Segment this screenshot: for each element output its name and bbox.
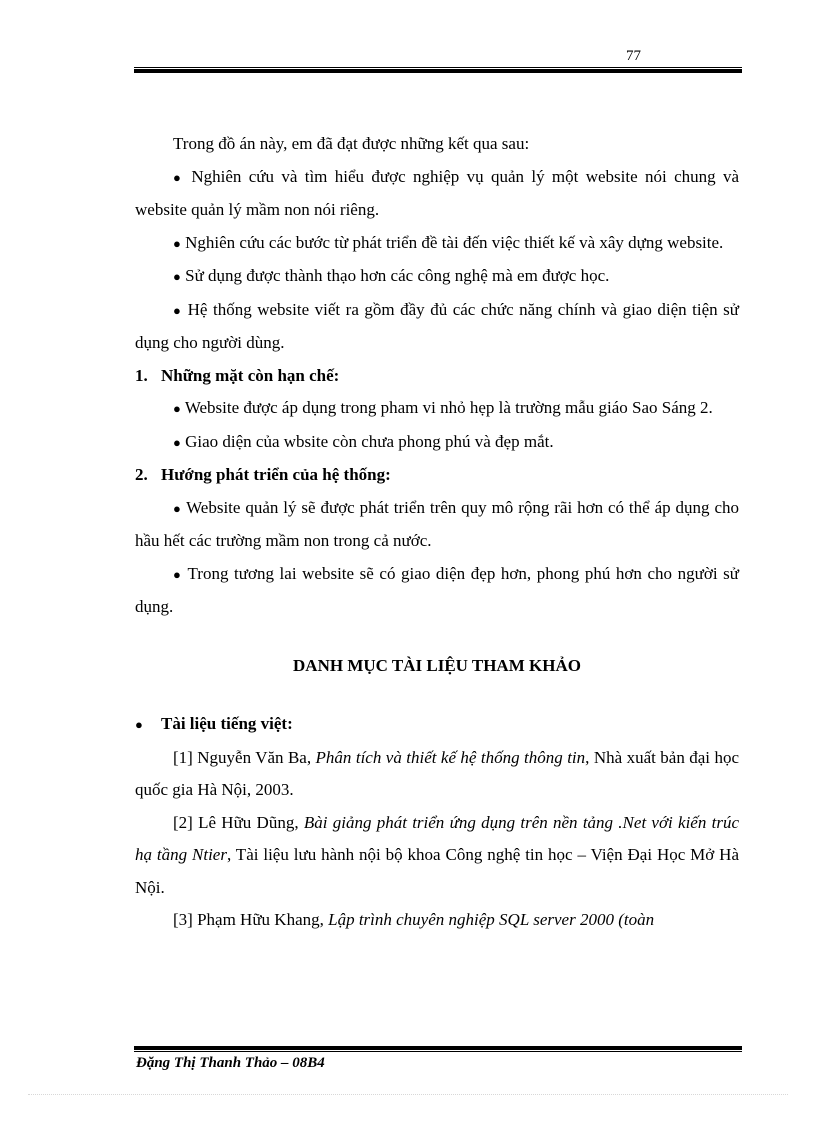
reference-title: Phân tích và thiết kế hệ thống thông tin bbox=[315, 747, 586, 767]
reference-author: Phạm Hữu Khang, bbox=[197, 910, 324, 929]
reference-rest: , Tài liệu lưu hành nội bộ khoa Công nghệ tin học – Viện Đại Học Mở Hà Nội. bbox=[135, 845, 739, 897]
bullet-icon: ● bbox=[173, 169, 184, 185]
document-body bbox=[135, 128, 739, 937]
reference-author: Nguyễn Văn Ba, bbox=[197, 747, 312, 767]
reference-author: Lê Hữu Dũng, bbox=[198, 812, 299, 832]
limitation-item bbox=[135, 392, 739, 426]
section-number: 2. bbox=[135, 465, 148, 484]
section-title: Hướng phát triển của hệ thống: bbox=[161, 465, 391, 484]
references-title: DANH MỤC TÀI LIỆU THAM KHẢO bbox=[293, 655, 581, 675]
bullet-icon: ● bbox=[173, 500, 182, 516]
bullet-icon: ● bbox=[173, 235, 181, 251]
limitation-text: Giao diện của wbsite còn chưa phong phú và đẹp mắt. bbox=[185, 431, 554, 451]
achievement-item bbox=[135, 227, 739, 261]
intro-paragraph: Trong đồ án này, em đã đạt được những kết qua sau: bbox=[173, 134, 530, 153]
reference-rest: , Nhà xuất bản đại học quốc gia Hà Nội, 2003. bbox=[135, 747, 740, 799]
bullet-icon: ● bbox=[173, 401, 181, 416]
achievement-text: Sử dụng được thành thạo hơn các công nghệ mà em được học. bbox=[185, 266, 610, 285]
limitation-item bbox=[135, 426, 739, 460]
achievement-text: Hệ thống website viết ra gồm đầy đủ các chức năng chính và giao diện tiện sử dụng cho người dùng. bbox=[135, 299, 739, 352]
reference-item bbox=[135, 742, 739, 807]
achievement-text: Nghiên cứu các bước từ phát triển đề tài đến việc thiết kế và xây dựng website. bbox=[185, 232, 724, 252]
reference-id: [1] bbox=[173, 747, 193, 767]
reference-id: [2] bbox=[173, 812, 193, 832]
section-title: Những mặt còn hạn chế: bbox=[161, 365, 340, 385]
page-number: 77 bbox=[626, 48, 641, 64]
achievement-item bbox=[135, 260, 739, 294]
bullet-icon: ● bbox=[173, 302, 183, 318]
limitation-text: Website được áp dụng trong pham vi nhỏ hẹp là trường mẫu giáo Sao Sáng 2. bbox=[184, 398, 713, 417]
achievement-item bbox=[135, 161, 739, 227]
footer-author: Đặng Thị Thanh Thảo – 08B4 bbox=[136, 1055, 325, 1071]
header-rule bbox=[134, 67, 742, 73]
development-text: Trong tương lai website sẽ có giao diện đẹp hơn, phong phú hơn cho người sử dụng. bbox=[135, 563, 739, 616]
development-item bbox=[135, 558, 739, 624]
section-number: 1. bbox=[135, 365, 148, 385]
achievement-text: Nghiên cứu và tìm hiểu được nghiệp vụ quản lý một website nói chung và website quản lý mầm non nói riêng. bbox=[135, 166, 740, 219]
achievement-item bbox=[135, 294, 739, 360]
development-item bbox=[135, 492, 739, 558]
reference-title: Bài giảng phát triển ứng dụng trên nền tảng .Net với kiến trúc hạ tầng Ntier bbox=[135, 812, 740, 864]
section-heading-limitations bbox=[135, 360, 739, 393]
page-edge-dotted bbox=[28, 1094, 788, 1095]
reference-item bbox=[135, 807, 739, 905]
bullet-icon: ● bbox=[173, 566, 183, 582]
references-subhead bbox=[135, 708, 739, 742]
reference-item bbox=[135, 904, 739, 937]
reference-title: Lập trình chuyên nghiệp SQL server 2000 (toàn bbox=[328, 910, 655, 929]
development-text: Website quản lý sẽ được phát triển trên quy mô rộng rãi hơn có thể áp dụng cho hầu hết các trường mầm non trong cả nước. bbox=[135, 497, 739, 550]
section-heading-development bbox=[135, 459, 739, 492]
footer-rule bbox=[134, 1046, 742, 1052]
references-subhead-text: Tài liệu tiếng việt: bbox=[161, 714, 293, 733]
bullet-icon: ● bbox=[173, 269, 181, 284]
bullet-icon: ● bbox=[135, 717, 143, 732]
reference-id: [3] bbox=[173, 910, 193, 929]
bullet-icon: ● bbox=[173, 434, 181, 450]
